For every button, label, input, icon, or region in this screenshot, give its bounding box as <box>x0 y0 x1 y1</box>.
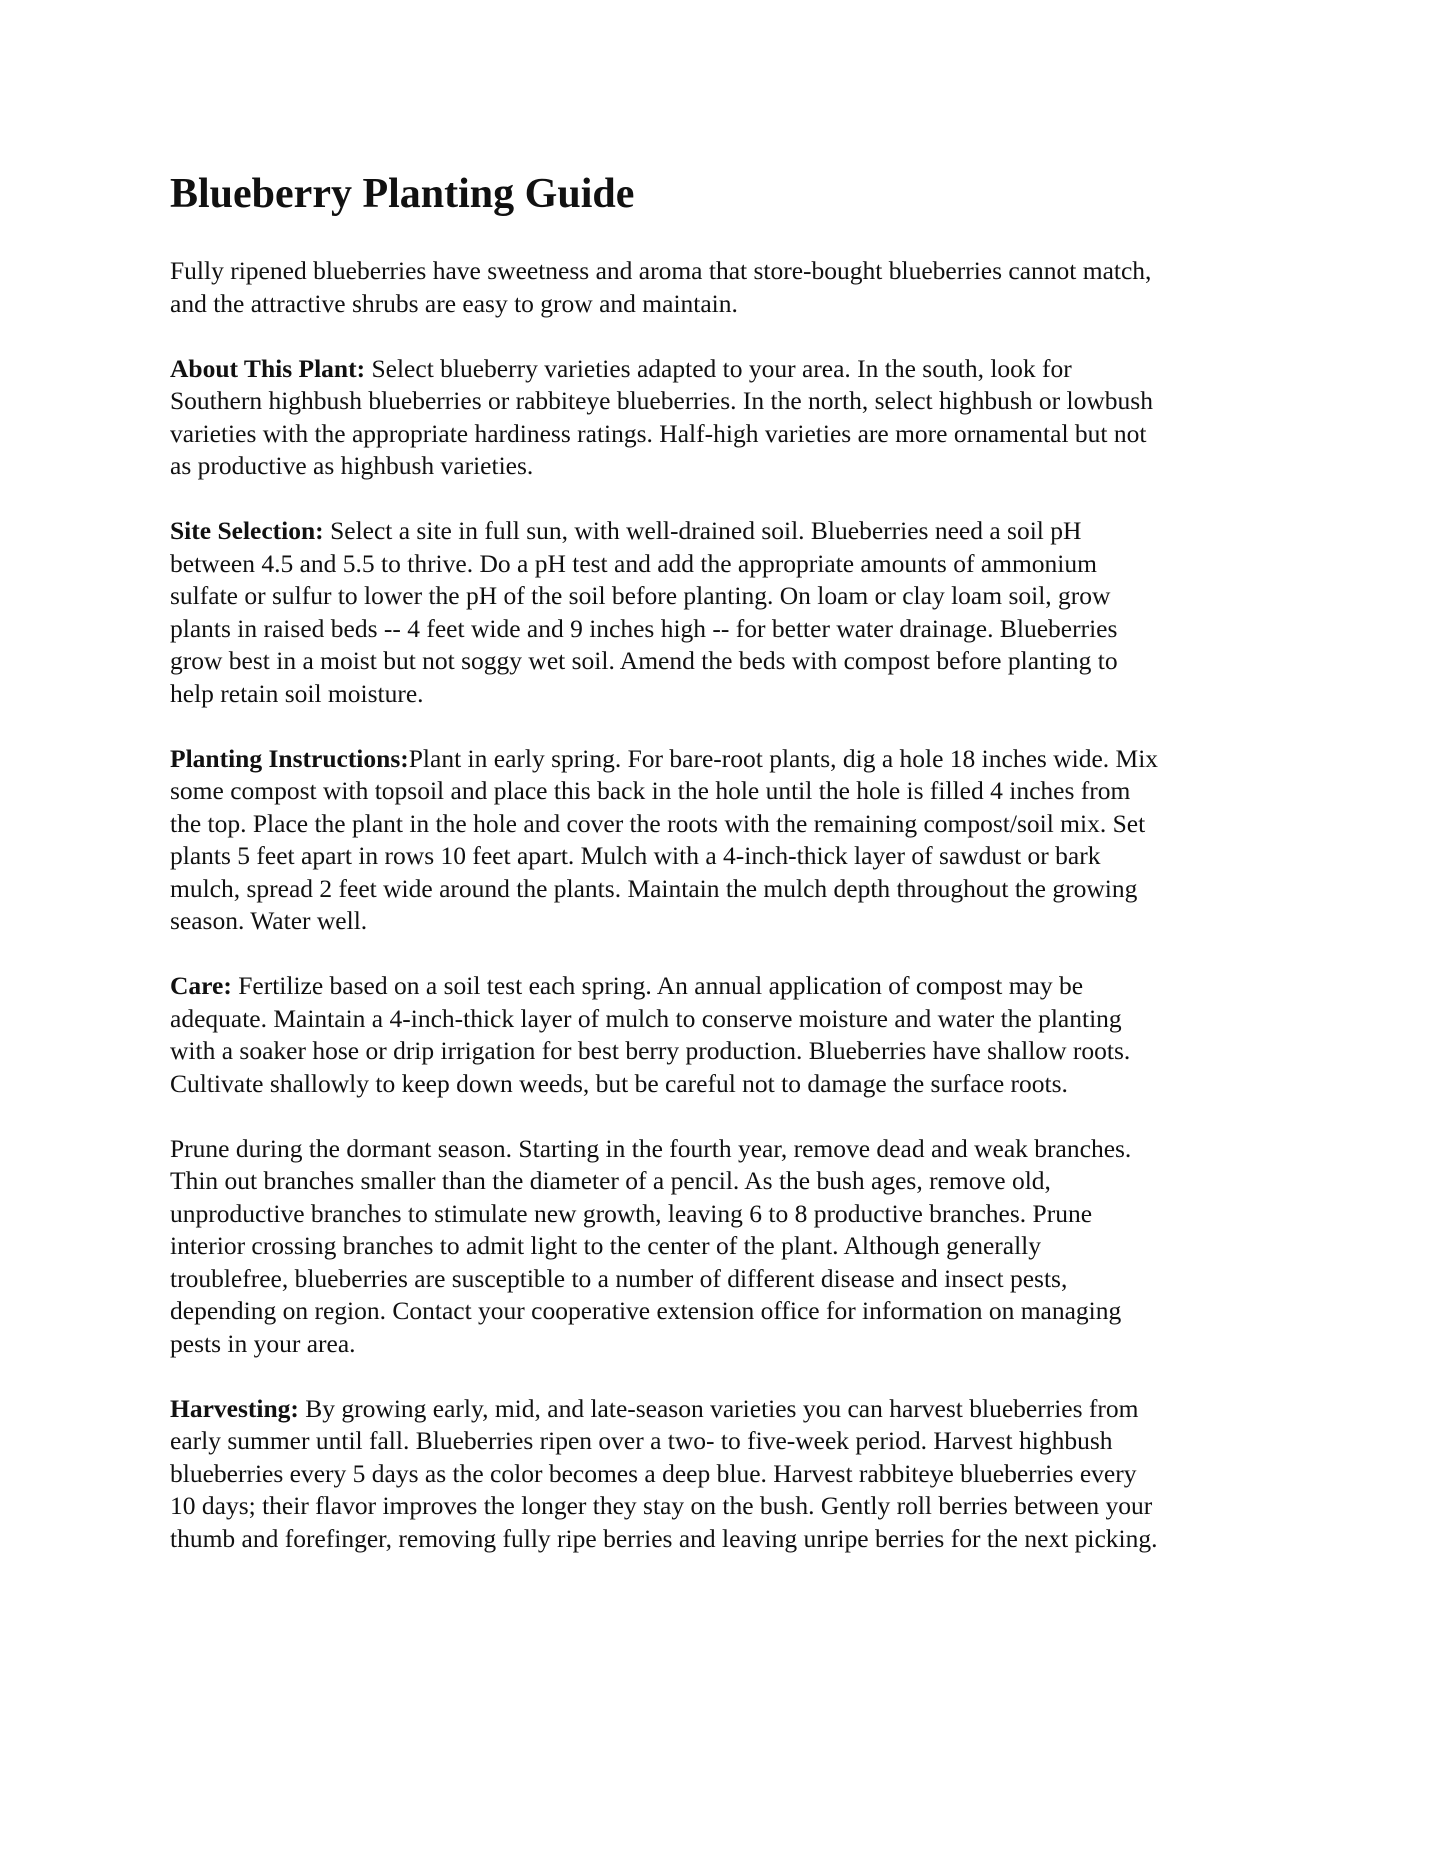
paragraph-line: varieties with the appropriate hardiness ratings. Half-high varieties are more ornamental but not <box>170 418 1147 448</box>
paragraph-line: season. Water well. <box>170 906 368 935</box>
page-title: Blueberry Planting Guide <box>170 171 635 217</box>
paragraph-line: unproductive branches to stimulate new growth, leaving 6 to 8 productive branches. Prune <box>170 1198 1093 1228</box>
paragraph-line: plants in raised beds -- 4 feet wide and 9 inches high -- for better water drainage. Blueberries <box>170 613 1118 643</box>
paragraph-line: blueberries every 5 days as the color becomes a deep blue. Harvest rabbiteye blueberries every <box>170 1458 1137 1488</box>
document-page <box>170 168 1290 1588</box>
paragraph-line: interior crossing branches to admit light to the center of the plant. Although generally <box>170 1231 1042 1260</box>
intro-paragraph <box>170 255 1290 320</box>
paragraph-line: with a soaker hose or drip irrigation for best berry production. Blueberries have shallow roots. <box>170 1036 1131 1065</box>
paragraph-line: Fully ripened blueberries have sweetness and aroma that store-bought blueberries cannot match, <box>170 256 1152 285</box>
paragraph-line: Plant in early spring. For bare-root plants, dig a hole 18 inches wide. Mix <box>408 743 1159 773</box>
paragraph-line: sulfate or sulfur to lower the pH of the soil before planting. On loam or clay loam soil, grow <box>170 581 1111 610</box>
paragraph-line: Prune during the dormant season. Starting in the fourth year, remove dead and weak branches. <box>170 1133 1132 1163</box>
paragraph-line: grow best in a moist but not soggy wet soil. Amend the beds with compost before planting to <box>170 646 1118 675</box>
paragraph-line: Cultivate shallowly to keep down weeds, but be careful not to damage the surface roots. <box>170 1068 1068 1098</box>
paragraph-line: thumb and forefinger, removing fully ripe berries and leaving unripe berries for the next picking. <box>170 1523 1158 1553</box>
harvesting-paragraph <box>170 1393 1290 1556</box>
pruning-paragraph <box>170 1133 1290 1361</box>
section-label: Harvesting: <box>170 1393 299 1423</box>
paragraph-line: Thin out branches smaller than the diameter of a pencil. As the bush ages, remove old, <box>170 1166 1051 1195</box>
section-label: Site Selection: <box>170 516 324 545</box>
paragraph-line: adequate. Maintain a 4-inch-thick layer of mulch to conserve moisture and water the planting <box>170 1003 1122 1033</box>
paragraph-line: some compost with topsoil and place this back in the hole until the hole is filled 4 inches from <box>170 776 1131 805</box>
paragraph-line: Select blueberry varieties adapted to your area. In the south, look for <box>365 353 1072 383</box>
paragraph-line: the top. Place the plant in the hole and cover the roots with the remaining compost/soil mix. Set <box>170 808 1146 838</box>
paragraph-line: Select a site in full sun, with well-drained soil. Blueberries need a soil pH <box>323 516 1082 545</box>
section-label: Planting Instructions: <box>170 743 409 773</box>
paragraph-line: between 4.5 and 5.5 to thrive. Do a pH test and add the appropriate amounts of ammonium <box>170 548 1097 578</box>
paragraph-line: pests in your area. <box>170 1328 356 1358</box>
paragraph-line: Fertilize based on a soil test each spring. An annual application of compost may be <box>231 971 1084 1000</box>
section-label: Care: <box>170 971 232 1000</box>
section-label: About This Plant: <box>170 353 366 383</box>
paragraph-line: mulch, spread 2 feet wide around the plants. Maintain the mulch depth throughout the growing <box>170 873 1138 903</box>
site-selection-paragraph <box>170 515 1290 710</box>
care-paragraph <box>170 970 1290 1100</box>
paragraph-line: 10 days; their flavor improves the longer they stay on the bush. Gently roll berries between your <box>170 1491 1153 1520</box>
paragraph-line: By growing early, mid, and late-season varieties you can harvest blueberries from <box>298 1393 1139 1423</box>
paragraph-line: and the attractive shrubs are easy to grow and maintain. <box>170 288 738 318</box>
paragraph-line: depending on region. Contact your cooperative extension office for information on managing <box>170 1296 1122 1325</box>
paragraph-line: early summer until fall. Blueberries ripen over a two- to five-week period. Harvest highbush <box>170 1426 1113 1455</box>
document-body <box>170 255 1290 1555</box>
paragraph-line: help retain soil moisture. <box>170 678 424 708</box>
paragraph-line: troublefree, blueberries are susceptible to a number of different disease and insect pests, <box>170 1263 1068 1293</box>
about-plant-paragraph <box>170 353 1290 483</box>
paragraph-line: Southern highbush blueberries or rabbiteye blueberries. In the north, select highbush or lowbush <box>170 386 1153 415</box>
paragraph-line: as productive as highbush varieties. <box>170 451 534 480</box>
paragraph-line: plants 5 feet apart in rows 10 feet apart. Mulch with a 4-inch-thick layer of sawdust or bark <box>170 841 1101 870</box>
planting-instructions-paragraph <box>170 743 1290 938</box>
